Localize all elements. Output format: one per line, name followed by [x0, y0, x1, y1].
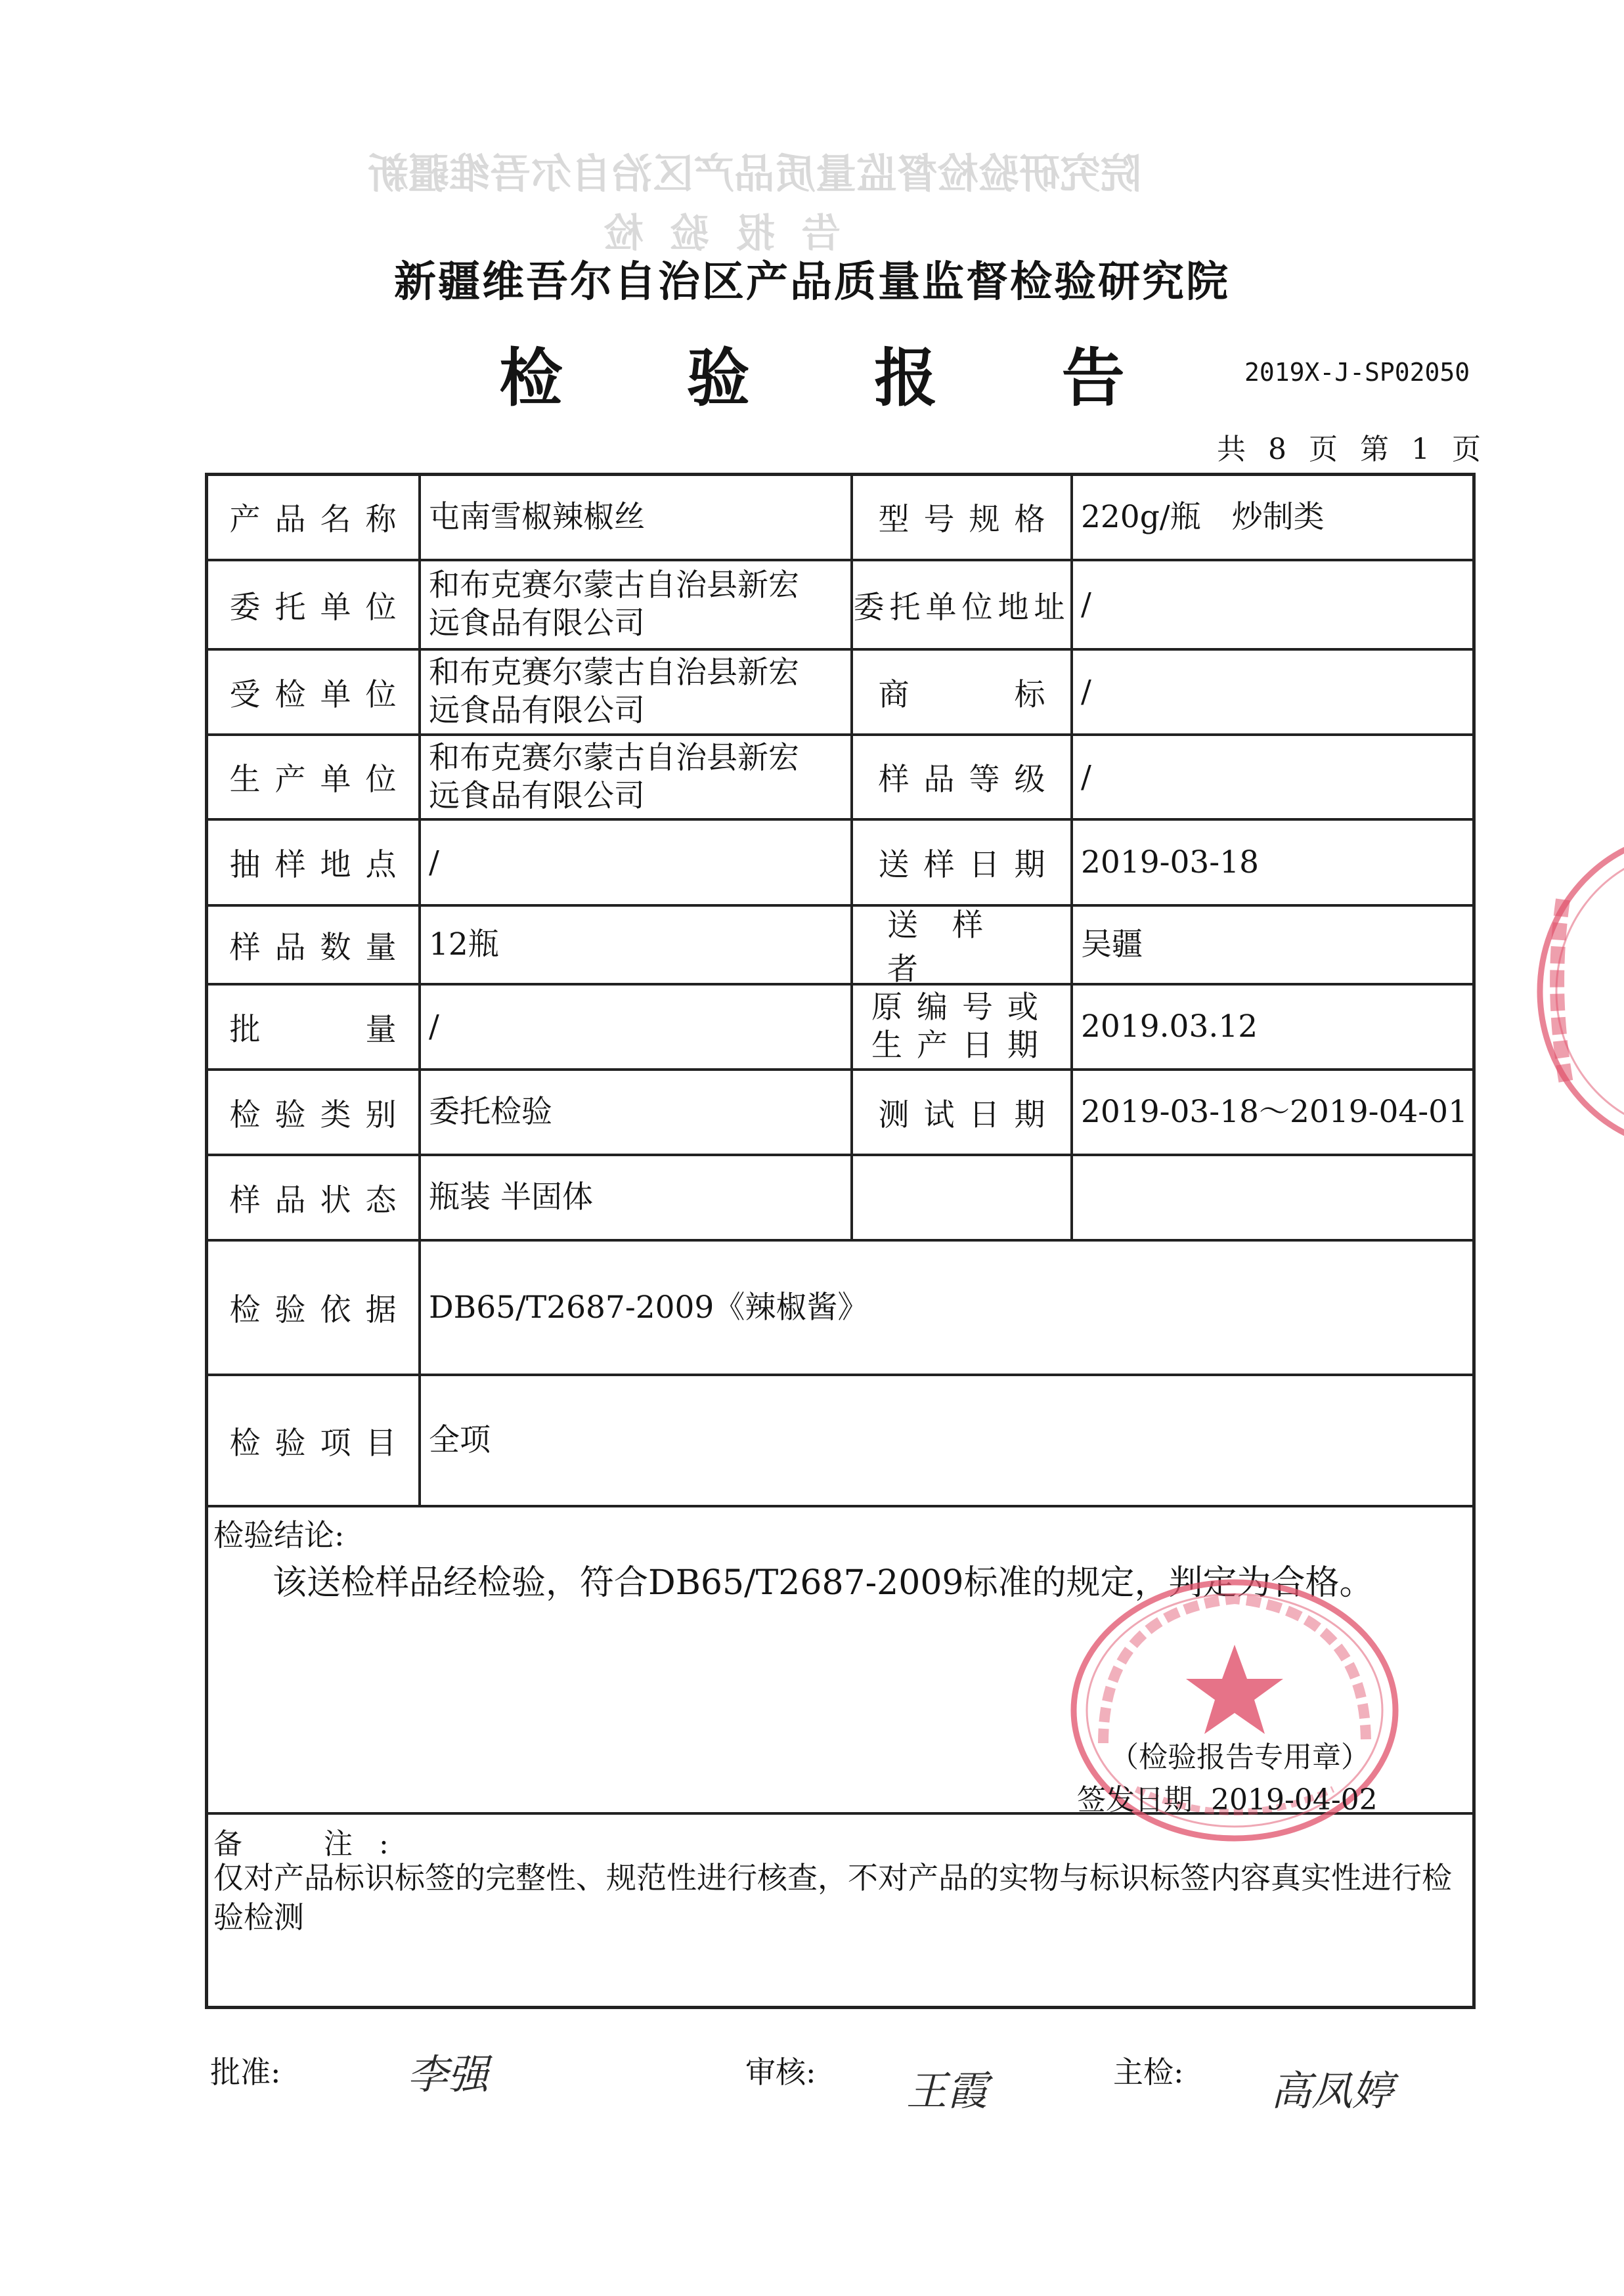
value-trademark: /	[1081, 674, 1091, 710]
approve-signature: 李强	[407, 2050, 489, 2098]
value-orig-no: 2019.03.12	[1081, 1008, 1258, 1045]
label-client: 委托单位	[229, 589, 411, 626]
remarks-text: 仅对产品标识标签的完整性、规范性进行核查，不对产品的实物与标识标签内容真实性进行检验检测	[213, 1860, 1452, 1935]
value-delivery-date: 2019-03-18	[1081, 844, 1259, 880]
bleed-through-text: 院究研验检督监量质品产区治自尔吾维疆新	[368, 150, 1142, 198]
conclusion-text: 该送检样品经检验，符合DB65/T2687-2009标准的规定，判定为合格。	[273, 1563, 1374, 1603]
value-batch: /	[429, 1008, 439, 1045]
label-inspected-unit: 受检单位	[229, 676, 411, 713]
conclusion-label: 检验结论:	[213, 1517, 345, 1553]
value-sender: 吴疆	[1081, 926, 1143, 963]
value-product-name: 屯南雪椒辣椒丝	[429, 498, 645, 535]
edge-seal-stamp	[1530, 821, 1624, 1162]
remarks-label: 备 注:	[213, 1827, 415, 1861]
label-orig-no: 原编号或 生产日期	[871, 989, 1053, 1064]
value-basis: DB65/T2687-2009《辣椒酱》	[429, 1289, 869, 1326]
label-product-name: 产品名称	[229, 502, 411, 538]
approve-label: 批准:	[210, 2054, 281, 2090]
issue-date: 签发日期 2019-04-02	[1077, 1783, 1378, 1817]
label-sample-state: 样品状态	[229, 1182, 411, 1219]
label-batch: 批 量	[229, 1011, 411, 1048]
value-sample-qty: 12瓶	[429, 926, 499, 963]
label-sample-qty: 样品数量	[229, 929, 411, 966]
value-items: 全项	[429, 1422, 491, 1458]
report-number: 2019X-J-SP02050	[1244, 358, 1470, 387]
value-inspection-type: 委托检验	[429, 1094, 552, 1130]
value-test-date: 2019-03-18～2019-04-01	[1081, 1094, 1468, 1130]
bleed-through-text: 告报验检	[578, 211, 841, 257]
label-inspection-type: 检验类别	[229, 1096, 411, 1133]
value-sample-state: 瓶装 半固体	[429, 1179, 593, 1215]
main-inspector-signature: 高凤婷	[1271, 2067, 1394, 2115]
value-model-spec: 220g/瓶 炒制类	[1081, 498, 1325, 535]
value-inspected-unit: 和布克赛尔蒙古自治县新宏 远食品有限公司	[429, 655, 799, 729]
label-basis: 检验依据	[229, 1292, 411, 1328]
page-info: 共 8 页 第 1 页	[1217, 433, 1487, 466]
seal-note: （检验报告专用章）	[1110, 1741, 1370, 1774]
institute-name: 新疆维吾尔自治区产品质量监督检验研究院	[394, 257, 1230, 307]
value-manufacturer: 和布克赛尔蒙古自治县新宏 远食品有限公司	[429, 739, 799, 814]
value-sampling-place: /	[429, 844, 439, 880]
value-sample-grade: /	[1081, 758, 1091, 795]
review-label: 审核:	[745, 2054, 816, 2090]
label-client-address: 委托单位地址	[853, 589, 1070, 626]
main-inspector-label: 主检:	[1113, 2054, 1184, 2090]
value-client-address: /	[1081, 586, 1091, 622]
label-items: 检验项目	[229, 1425, 411, 1462]
label-sampling-place: 抽样地点	[229, 847, 411, 883]
label-sample-grade: 样品等级	[878, 762, 1060, 798]
review-signature: 王霞	[906, 2067, 988, 2115]
value-client: 和布克赛尔蒙古自治县新宏 远食品有限公司	[429, 567, 799, 641]
label-sender: 送样者	[887, 907, 1017, 987]
label-test-date: 测试日期	[878, 1096, 1060, 1133]
label-trademark: 商 标	[878, 676, 1060, 713]
report-title: 检 验 报 告	[499, 341, 1176, 415]
label-manufacturer: 生产单位	[229, 762, 411, 798]
label-delivery-date: 送样日期	[878, 847, 1060, 883]
label-model-spec: 型号规格	[878, 502, 1060, 538]
